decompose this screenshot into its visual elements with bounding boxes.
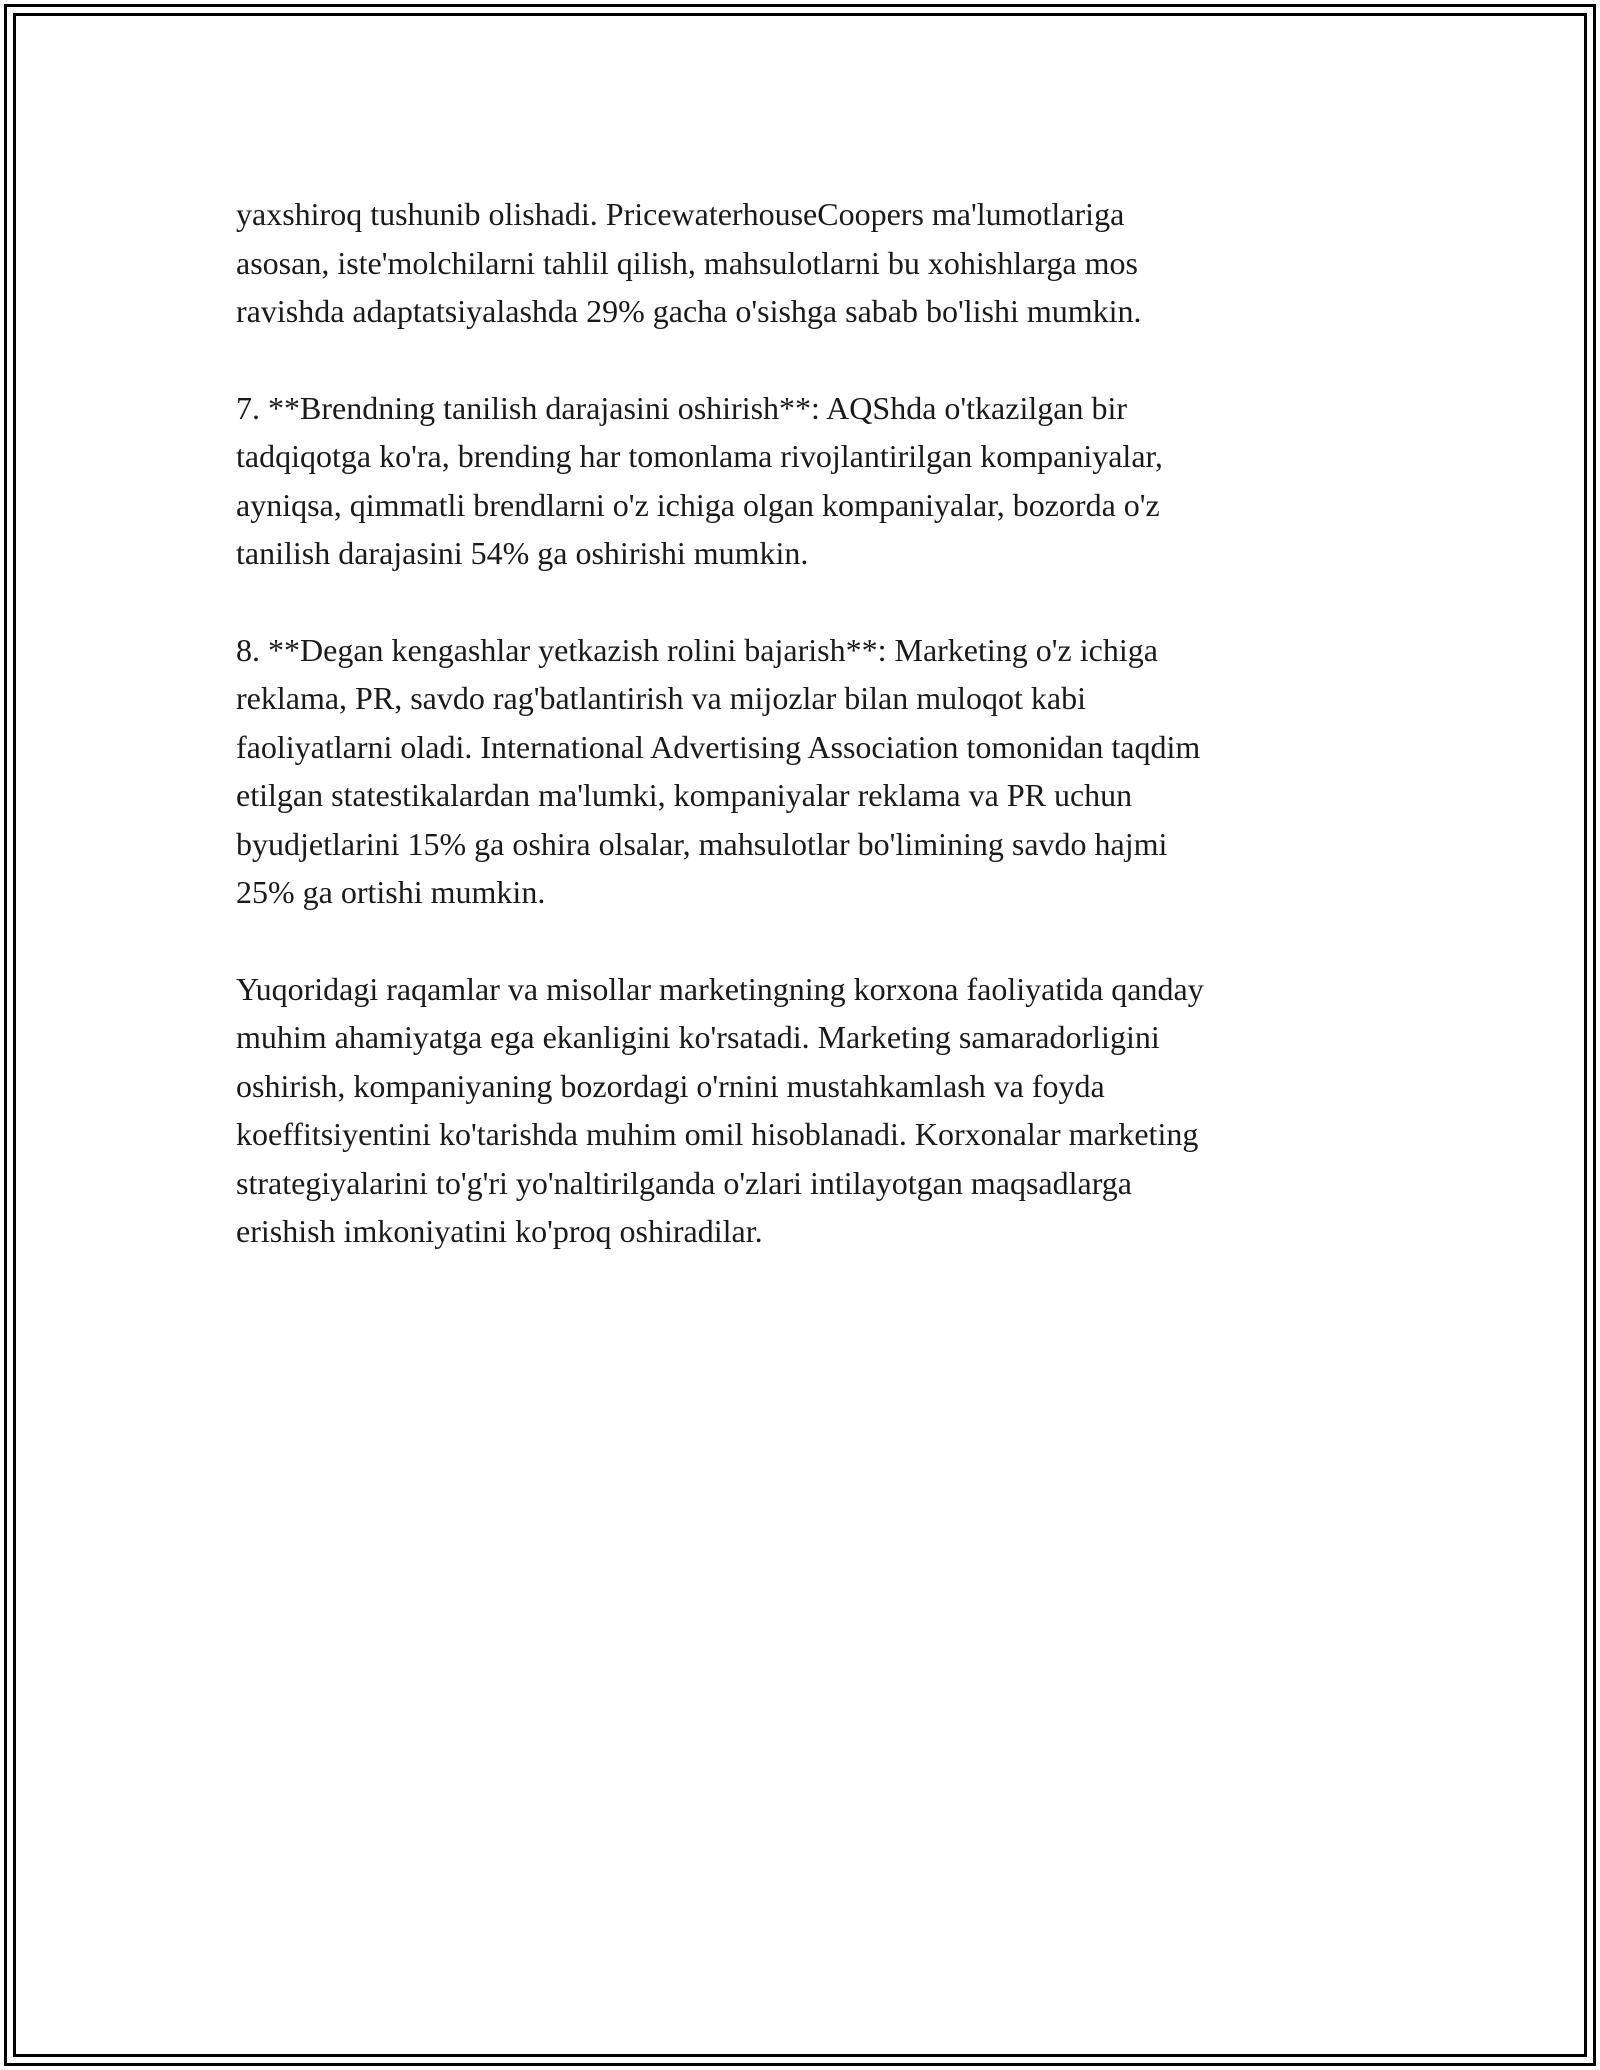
document-body xyxy=(236,190,1386,1304)
paragraph-conclusion: Yuqoridagi raqamlar va misollar marketingning korxona faoliyatida qanday muhim ahamiyatga ega ekanligini ko'rsatadi. Marketing samaradorligini oshirish, kompaniyaning bozordagi o'rnini mustahkamlash va foyda koeffitsiyentini ko'tarishda muhim omil hisoblanadi. Korxonalar marketing strategiyalarini to'g'ri yo'naltirilganda o'zlari intilayotgan maqsadlarga erishish imkoniyatini ko'proq oshiradilar. xyxy=(236,970,1204,1249)
paragraph-item-7-brand-recognition: 7. **Brendning tanilish darajasini oshirish**: AQShda o'tkazilgan bir tadqiqotga ko'ra, brending har tomonlama rivojlantirilgan kompaniyalar, ayniqsa, qimmatli brendlarni o'z ichiga olgan kompaniyalar, bozorda o'z tanilish darajasini 54% ga oshirishi mumkin. xyxy=(236,389,1163,571)
paragraph-intro-continuation: yaxshiroq tushunib olishadi. PricewaterhouseCoopers ma'lumotlariga asosan, iste'molchilarni tahlil qilish, mahsulotlarni bu xohishlarga mos ravishda adaptatsiyalashda 29% gacha o'sishga sabab bo'lishi mumkin. xyxy=(236,196,1142,329)
paragraph-item-8-advertising: 8. **Degan kengashlar yetkazish rolini bajarish**: Marketing o'z ichiga reklama, PR, savdo rag'batlantirish va mijozlar bilan muloqot kabi faoliyatlarni oladi. International Advertising Association tomonidan taqdim etilgan statestikalardan ma'lumki, kompaniyalar reklama va PR uchun byudjetlarini 15% ga oshira olsalar, mahsulotlar bo'limining savdo hajmi 25% ga ortishi mumkin. xyxy=(236,631,1201,910)
